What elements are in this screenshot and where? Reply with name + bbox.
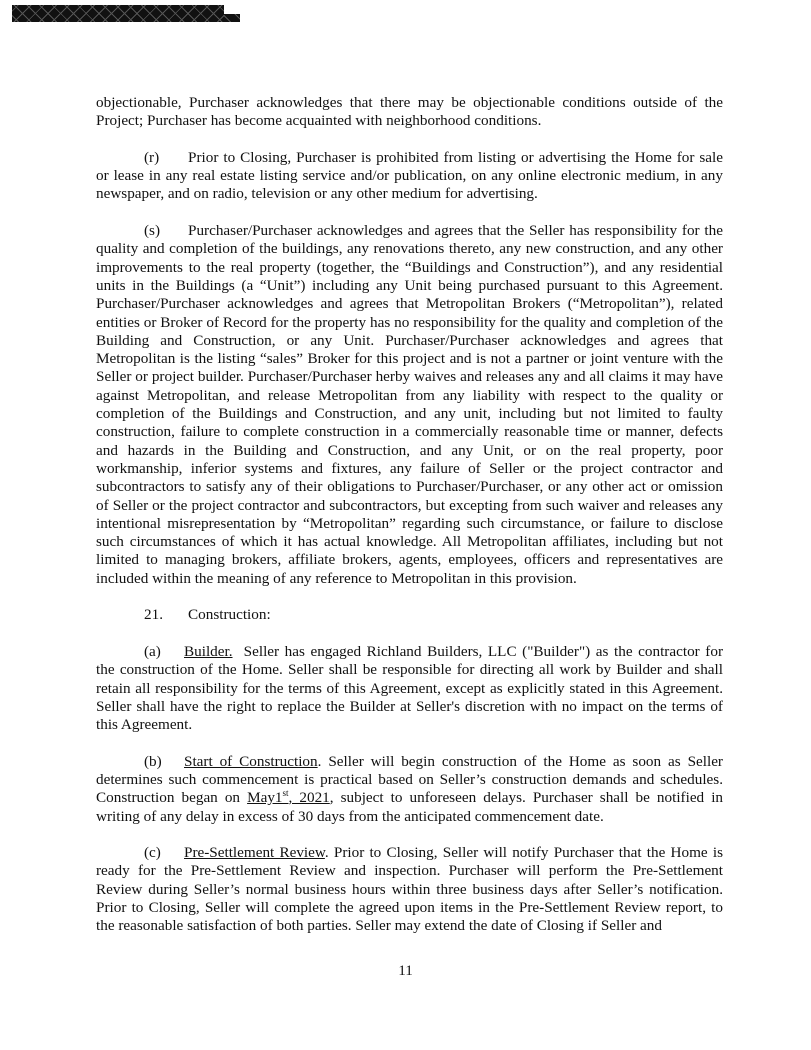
- paragraph-c: [96, 844, 723, 935]
- paragraph-text: . Seller will begin construction of the Home as soon as Seller determines such commencement is practical based on Seller’s construction demands and schedules. Construction began on: [96, 752, 723, 807]
- paragraph-text: , subject to unforeseen delays. Purchaser shall be notified in writing of any delay in excess of 30 days from the anticipated commencement date.: [96, 789, 724, 825]
- section-number: 21.: [144, 606, 163, 624]
- paragraph-text: Purchaser/Purchaser acknowledges and agrees that the Seller has responsibility for the quality and completion of the buildings, any renovations thereto, any new construction, and any other improvements to the real property (together, the “Buildings and Construction”), and any residential units in the Buildings (a “Unit”) including any Unit being purchased pursuant to this Agreement. Purchaser/Purchaser acknowledges and agrees that Metropolitan Brokers (“Metropolitan”), related entities or Broker of Record for the property has no responsibility for the quality and completion of the Building and Construction, or any Unit. Purchaser/Purchaser acknowledges and agrees that Metropolitan is the listing “sales” Broker for this project and is not a partner or joint venture with the Seller or project builder. Purchaser/Purchaser herby waives and releases any and all claims it may have against Metropolitan, and release Metropolitan from any liability with respect to the quality or completion of the Buildings and Construction, and any unit, including but not limited to faulty construction, failure to complete construction in a commercially reasonable time or manner, defects and hazards in the Building and Construction, and any Unit, or on the real property, poor workmanship, inferior systems and fixtures, any failure of Seller or the project contractor and subcontractors to satisfy any of their obligations to Purchaser/Purchaser, or any other act or omission of Seller or the project contractor and subcontractors, but excepting from such waiver and releases any intentional misrepresentation by “Metropolitan” regarding such circumstance, or failure to disclose such circumstances of which it has actual knowledge. All Metropolitan affiliates, including but not limited to managing brokers, affiliate brokers, agents, employees, officers and representatives are included within the meaning of any reference to Metropolitan in this provision.: [96, 222, 723, 587]
- paragraph-label: (r): [144, 148, 160, 166]
- paragraph-text: Seller has engaged Richland Builders, LLC ("Builder") as the contractor for the construction of the Home. Seller shall be responsible for directing all work by Builder and shall retain all responsibility for the terms of this Agreement, except as explicitly stated in this Agreement. Seller shall have the right to replace the Builder at Seller's discretion with no impact on the terms of this Agreement.: [96, 642, 724, 734]
- redaction-bar: [12, 5, 224, 22]
- document-page: [96, 94, 723, 936]
- construction-start-date: [247, 789, 330, 806]
- paragraph-r: [96, 149, 723, 204]
- paragraph-label: (s): [144, 222, 161, 240]
- date-ordinal: st: [282, 788, 289, 799]
- date-month-day: May1: [247, 789, 283, 807]
- paragraph-b: [96, 753, 723, 826]
- paragraph-text: . Prior to Closing, Seller will notify Purchaser that the Home is ready for the Pre-Settlement Review and inspection. Purchaser will perform the Pre-Settlement Review during Seller’s normal business hours within three business days after Seller’s notification. Prior to Closing, Seller will complete the agreed upon items in the Pre-Settlement Review report, to the reasonable satisfaction of both parties. Seller may extend the date of Closing if Seller and: [96, 844, 723, 935]
- paragraph-label: (b): [144, 752, 162, 770]
- paragraph-s: [96, 222, 723, 588]
- paragraph-title: Pre-Settlement Review: [184, 844, 325, 862]
- paragraph-text: Prior to Closing, Purchaser is prohibited from listing or advertising the Home for sale or lease in any real estate listing service and/or publication, on any online electronic medium, in any newspaper, and on radio, television or any other medium for advertising.: [96, 148, 723, 203]
- page-number: 11: [398, 962, 413, 979]
- paragraph-label: (c): [144, 844, 161, 862]
- section-heading-21: [96, 606, 723, 624]
- continued-paragraph: objectionable, Purchaser acknowledges that there may be objectionable conditions outside of the Project; Purchaser has become acquainted with neighborhood conditions.: [96, 94, 723, 130]
- paragraph-a: [96, 643, 723, 734]
- section-title: Construction:: [188, 606, 271, 624]
- paragraph-label: (a): [144, 642, 161, 660]
- redaction-bar-tail: [224, 14, 240, 22]
- paragraph-title: Start of Construction: [184, 752, 318, 770]
- date-year: , 2021: [288, 789, 330, 807]
- paragraph-title: Builder.: [184, 642, 233, 660]
